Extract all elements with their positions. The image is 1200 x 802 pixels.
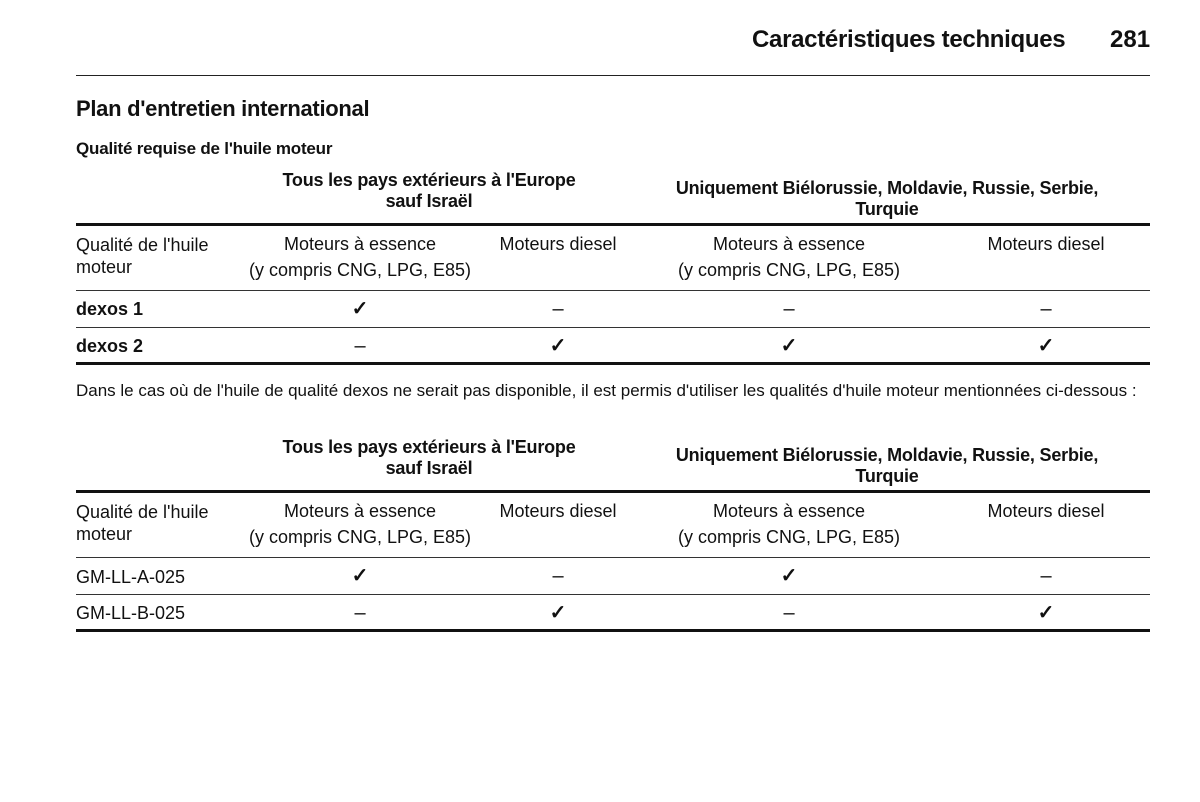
column-header-petrol-2-line1: Moteurs à essence [712, 234, 866, 254]
column-header-quality-line2: moteur [76, 257, 133, 277]
header-bottom-rule [76, 557, 1150, 558]
cell-mark: – [552, 565, 564, 587]
cell-mark: ✓ [780, 335, 798, 357]
cell-mark: – [354, 335, 366, 357]
group-header-left-line2: sauf Israël [385, 191, 473, 211]
group-header-right-line2: Turquie [855, 466, 919, 486]
cell-mark: – [354, 602, 366, 624]
oil-quality-table-2 [76, 435, 1150, 635]
row-label: dexos 1 [76, 299, 144, 319]
column-header-petrol-2 [650, 498, 928, 550]
group-header-left-line2: sauf Israël [385, 458, 473, 478]
page-header-title: Caractéristiques techniques [752, 26, 1066, 53]
column-header-quality-line2: moteur [76, 524, 133, 544]
cell-mark: – [783, 602, 795, 624]
cell-mark: – [552, 298, 564, 320]
column-header-quality [76, 234, 246, 278]
cell-mark: ✓ [549, 335, 567, 357]
group-header-left [226, 437, 632, 479]
group-header-left-line1: Tous les pays extérieurs à l'Europe [282, 170, 576, 190]
column-header-petrol-1 [226, 498, 494, 550]
group-header-right [650, 178, 1124, 220]
column-header-quality-line1: Qualité de l'huile [76, 235, 209, 255]
oil-quality-table-1 [76, 168, 1150, 368]
section-subtitle: Qualité requise de l'huile moteur [76, 139, 333, 158]
column-header-diesel-1: Moteurs diesel [499, 234, 617, 254]
column-header-petrol-2-line2: (y compris CNG, LPG, E85) [677, 260, 901, 280]
column-header-petrol-1-line2: (y compris CNG, LPG, E85) [248, 260, 472, 280]
column-header-diesel-2: Moteurs diesel [987, 234, 1105, 254]
cell-mark: – [1040, 565, 1052, 587]
group-header-right-line2: Turquie [855, 199, 919, 219]
table-top-rule [76, 490, 1150, 493]
column-header-petrol-2 [650, 231, 928, 283]
column-header-petrol-1-line2: (y compris CNG, LPG, E85) [248, 527, 472, 547]
cell-mark: ✓ [351, 298, 369, 320]
cell-mark: ✓ [351, 565, 369, 587]
column-header-petrol-2-line2: (y compris CNG, LPG, E85) [677, 527, 901, 547]
cell-mark: ✓ [549, 602, 567, 624]
page-number: 281 [1110, 26, 1151, 53]
cell-mark: – [1040, 298, 1052, 320]
table-top-rule [76, 223, 1150, 226]
header-bottom-rule [76, 290, 1150, 291]
cell-mark: – [783, 298, 795, 320]
column-header-diesel-1: Moteurs diesel [499, 501, 617, 521]
column-header-petrol-2-line1: Moteurs à essence [712, 501, 866, 521]
group-header-right [650, 445, 1124, 487]
row-label: dexos 2 [76, 336, 144, 356]
header-divider [76, 75, 1150, 76]
column-header-petrol-1 [226, 231, 494, 283]
cell-mark: ✓ [780, 565, 798, 587]
table-bottom-rule [76, 362, 1150, 365]
cell-mark: ✓ [1037, 335, 1055, 357]
group-header-right-line1: Uniquement Biélorussie, Moldavie, Russie, Serbie, [675, 445, 1099, 465]
cell-mark: ✓ [1037, 602, 1055, 624]
row-label: GM-LL-A-025 [76, 567, 186, 587]
row-divider [76, 327, 1150, 328]
table-bottom-rule [76, 629, 1150, 632]
group-header-right-line1: Uniquement Biélorussie, Moldavie, Russie, Serbie, [675, 178, 1099, 198]
column-header-petrol-1-line1: Moteurs à essence [283, 501, 437, 521]
column-header-petrol-1-line1: Moteurs à essence [283, 234, 437, 254]
section-title: Plan d'entretien international [76, 96, 370, 121]
row-divider [76, 594, 1150, 595]
column-header-quality [76, 501, 246, 545]
column-header-diesel-2: Moteurs diesel [987, 501, 1105, 521]
group-header-left [226, 170, 632, 212]
note-paragraph: Dans le cas où de l'huile de qualité dexos ne serait pas disponible, il est permis d'utiliser les qualités d'huile moteur mentionnées ci-dessous : [76, 381, 1137, 400]
column-header-quality-line1: Qualité de l'huile [76, 502, 209, 522]
row-label: GM-LL-B-025 [76, 603, 186, 623]
group-header-left-line1: Tous les pays extérieurs à l'Europe [282, 437, 576, 457]
